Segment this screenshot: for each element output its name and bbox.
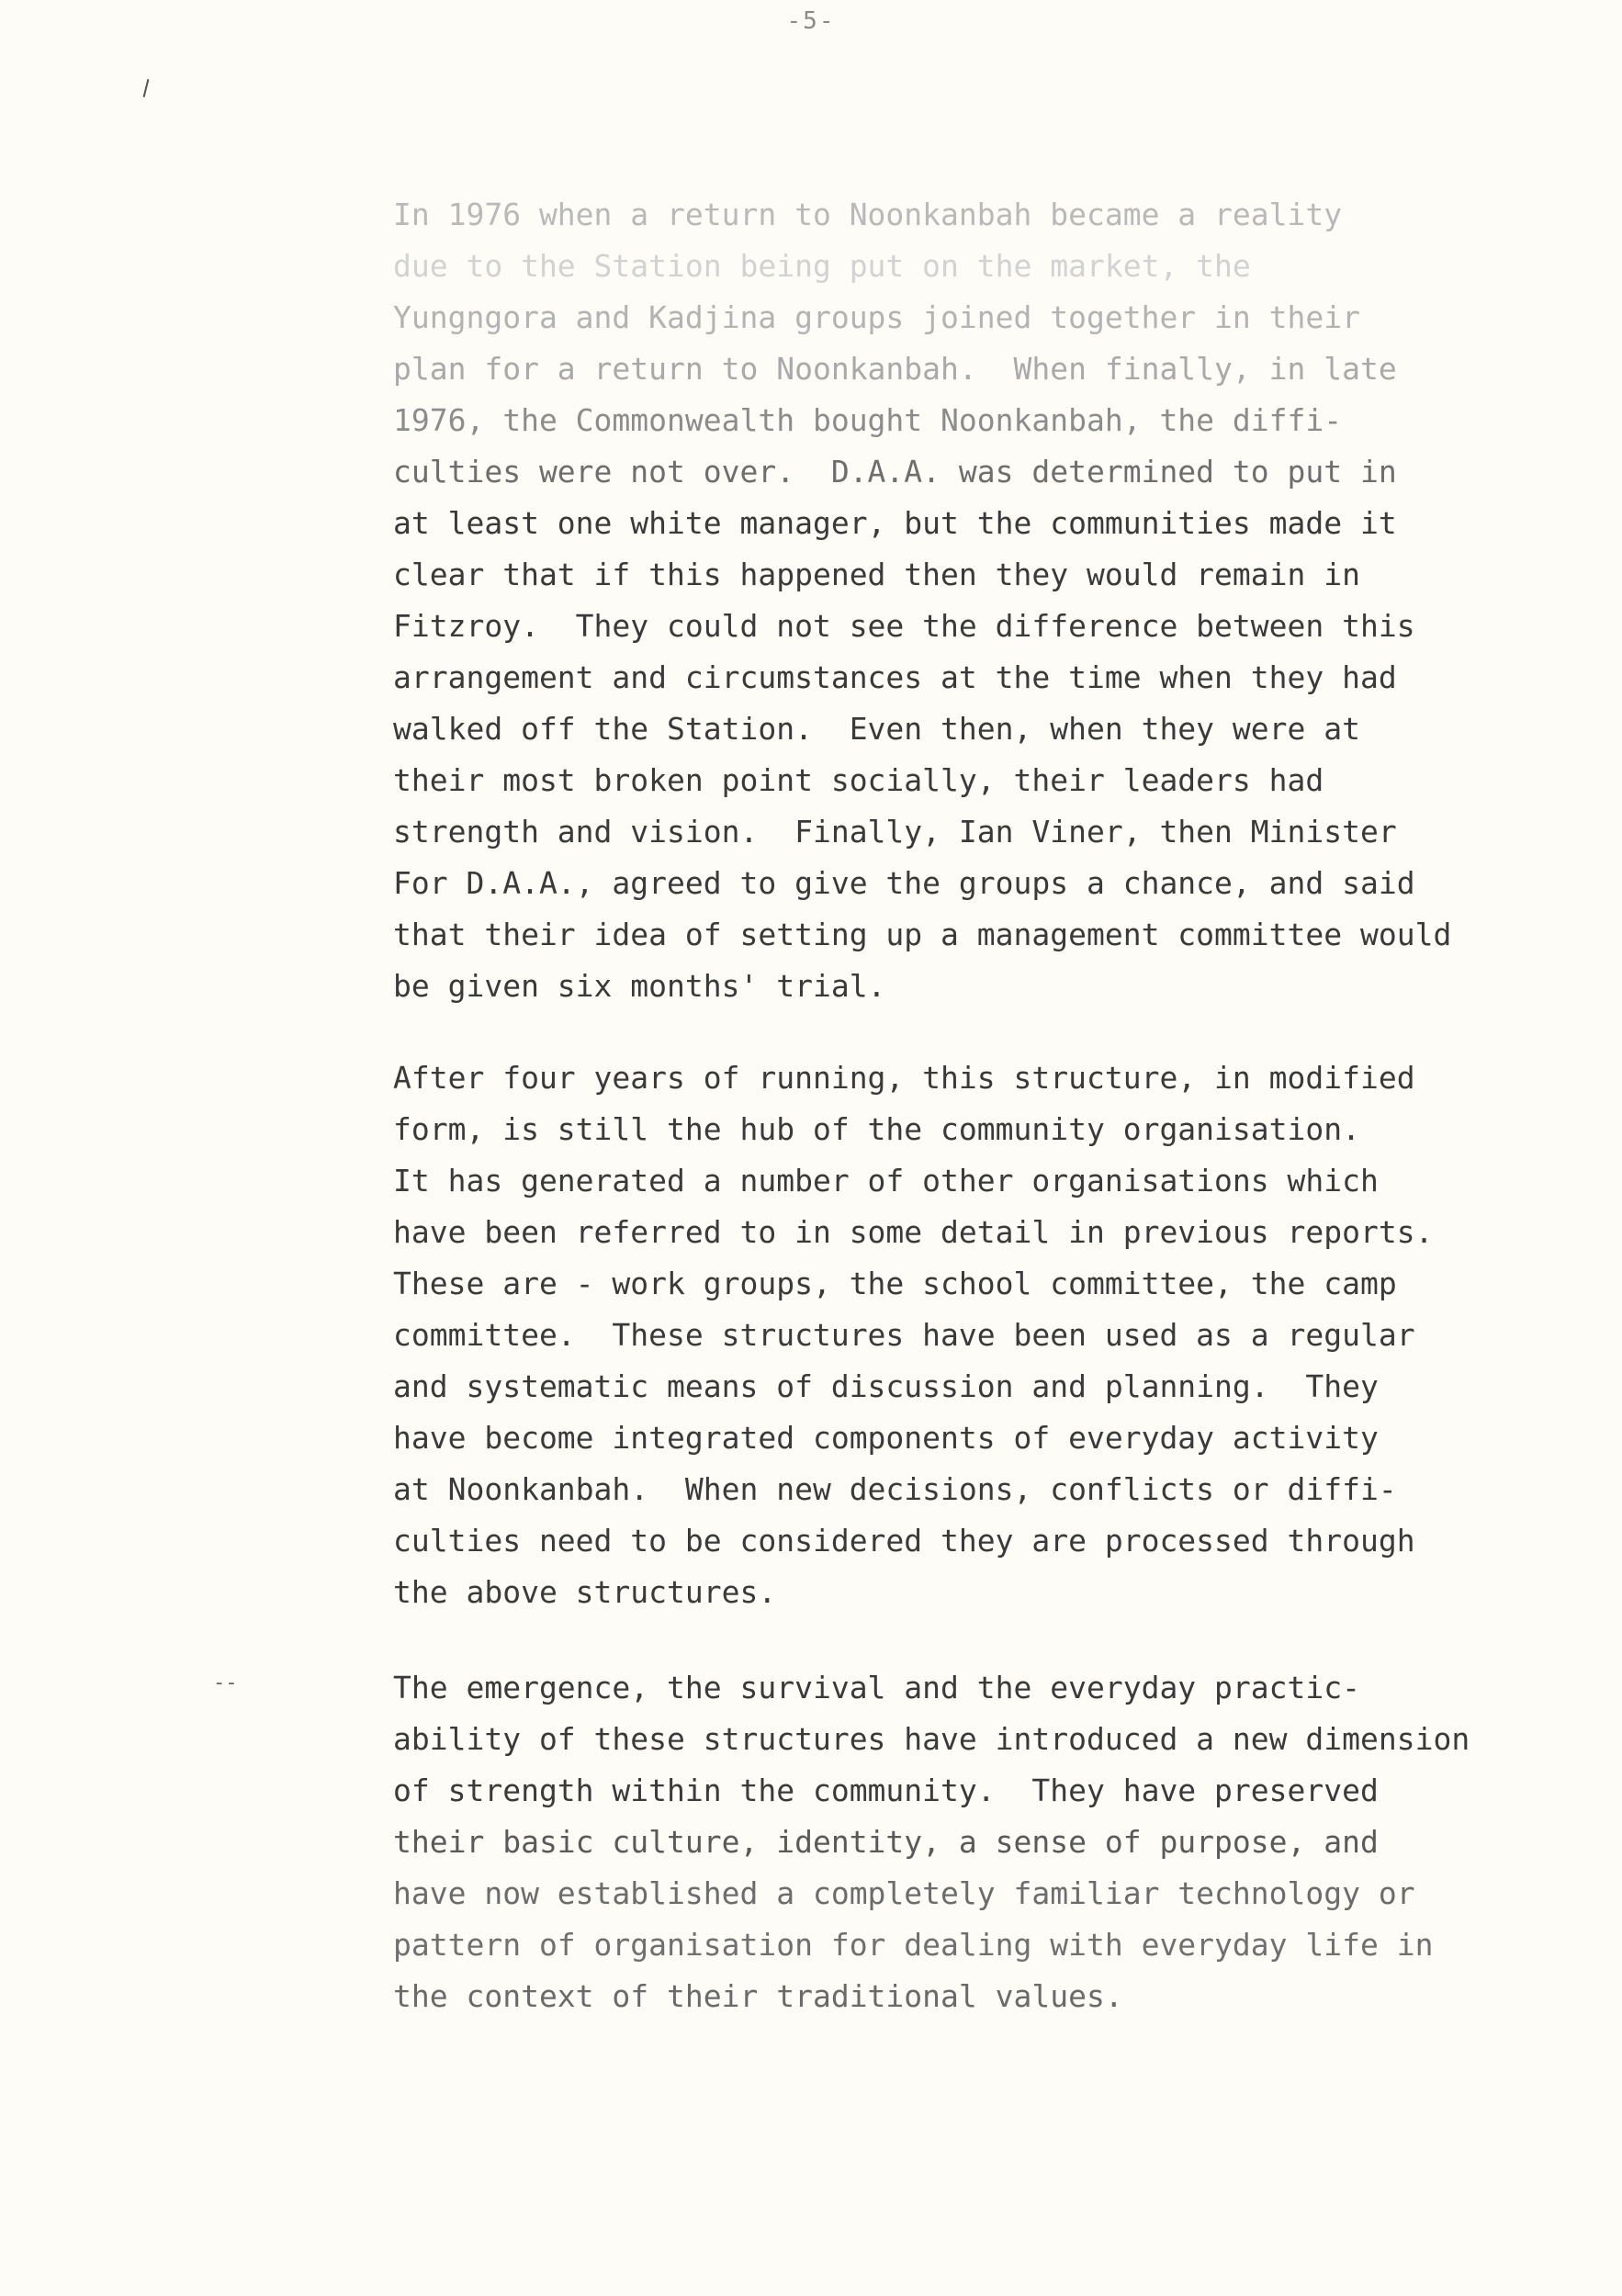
text-line: plan for a return to Noonkanbah. When finally, in late — [393, 351, 1397, 387]
text-line: strength and vision. Finally, Ian Viner, then Minister — [393, 814, 1397, 850]
text-line: have been referred to in some detail in previous reports. — [393, 1214, 1434, 1250]
text-line: have become integrated components of everyday activity — [393, 1420, 1379, 1456]
paragraph-2 — [393, 1052, 1578, 1618]
text-line: ability of these structures have introduced a new dimension — [393, 1721, 1470, 1757]
text-line: For D.A.A., agreed to give the groups a chance, and said — [393, 865, 1415, 901]
text-line: be given six months' trial. — [393, 968, 886, 1004]
page-number: -5- — [786, 7, 836, 35]
text-line: of strength within the community. They have preserved — [393, 1773, 1379, 1808]
text-line: committee. These structures have been used as a regular — [393, 1317, 1415, 1353]
paragraph-3 — [393, 1662, 1578, 2022]
margin-dash-mark: -- — [213, 1671, 238, 1694]
text-line: clear that if this happened then they would remain in — [393, 557, 1360, 592]
text-line: The emergence, the survival and the everyday practic- — [393, 1670, 1360, 1705]
text-line: These are - work groups, the school committee, the camp — [393, 1266, 1397, 1301]
text-line: arrangement and circumstances at the time when they had — [393, 659, 1397, 695]
text-line: Yungngora and Kadjina groups joined together in their — [393, 299, 1360, 335]
text-line: and systematic means of discussion and planning. They — [393, 1368, 1379, 1404]
text-line: It has generated a number of other organisations which — [393, 1163, 1379, 1199]
text-line: due to the Station being put on the market, the — [393, 248, 1251, 284]
margin-pen-mark — [143, 79, 150, 97]
text-line: at Noonkanbah. When new decisions, conflicts or diffi- — [393, 1471, 1397, 1507]
text-line: their basic culture, identity, a sense of purpose, and — [393, 1824, 1379, 1860]
text-line: culties were not over. D.A.A. was determined to put in — [393, 454, 1397, 490]
text-line: Fitzroy. They could not see the difference between this — [393, 608, 1415, 644]
text-line: culties need to be considered they are processed through — [393, 1523, 1415, 1559]
text-line: have now established a completely familiar technology or — [393, 1875, 1415, 1911]
text-line: at least one white manager, but the communities made it — [393, 505, 1397, 541]
text-line: form, is still the hub of the community organisation. — [393, 1111, 1360, 1147]
text-line: the context of their traditional values. — [393, 1978, 1123, 2014]
text-line: the above structures. — [393, 1574, 777, 1610]
text-line: 1976, the Commonwealth bought Noonkanbah, the diffi- — [393, 402, 1343, 438]
paragraph-1 — [393, 189, 1578, 1012]
text-line: After four years of running, this structure, in modified — [393, 1060, 1415, 1096]
text-line: their most broken point socially, their leaders had — [393, 762, 1324, 798]
text-line: In 1976 when a return to Noonkanbah became a reality — [393, 197, 1343, 232]
text-line: pattern of organisation for dealing with everyday life in — [393, 1927, 1434, 1963]
text-line: that their idea of setting up a management committee would — [393, 917, 1452, 952]
text-line: walked off the Station. Even then, when they were at — [393, 711, 1360, 747]
